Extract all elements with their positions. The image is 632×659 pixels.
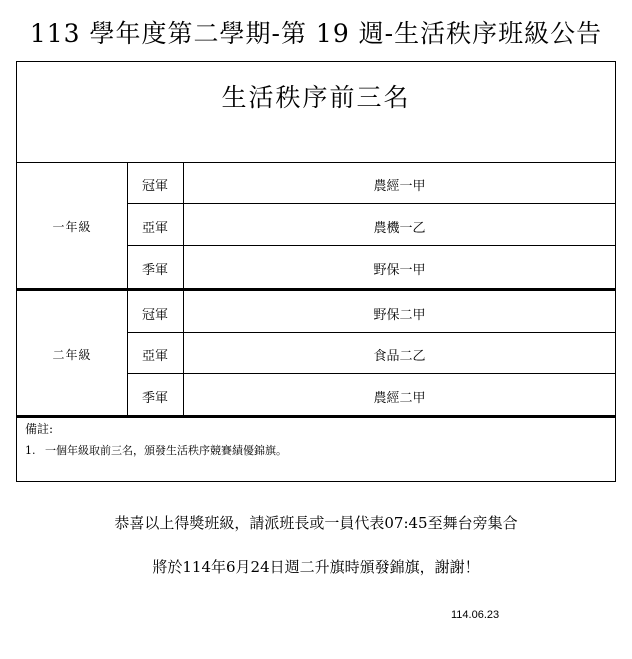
announcement-title: 113 學年度第二學期-第 19 週-生活秩序班級公告	[29, 19, 603, 48]
class-name: 野保二甲	[373, 308, 426, 323]
notes-item-number: 1.	[25, 444, 36, 457]
notes-label: 備註:	[25, 422, 54, 436]
ranking-table	[16, 61, 616, 482]
rank-label: 冠軍	[141, 308, 168, 323]
row-divider	[127, 203, 615, 204]
notes-divider	[17, 415, 615, 418]
heading-divider	[17, 162, 615, 163]
footer-line-1: 恭喜以上得獎班級，請派班長或一員代表07:45至舞台旁集合	[114, 514, 518, 532]
notes-item	[25, 442, 287, 458]
rank-label: 季軍	[141, 391, 168, 406]
row-divider	[127, 373, 615, 374]
class-name: 食品二乙	[373, 349, 426, 364]
class-name: 農經一甲	[373, 179, 426, 194]
notes-item-text: 一個年級取前三名，頒發生活秩序競賽績優錦旗。	[45, 444, 287, 457]
announcement-date: 114.06.23	[451, 609, 500, 621]
rank-label: 亞軍	[141, 221, 168, 236]
group-divider	[17, 288, 615, 291]
row-divider	[127, 245, 615, 246]
rank-column-divider	[183, 162, 184, 416]
rank-label: 冠軍	[141, 179, 168, 194]
grade-column-divider	[127, 162, 128, 416]
footer-line-2: 將於114年6月24日週二升旗時頒發錦旗，謝謝！	[152, 558, 480, 576]
grade-label: 二年級	[52, 348, 92, 362]
rank-label: 亞軍	[141, 349, 168, 364]
rank-label: 季軍	[141, 263, 168, 278]
row-divider	[127, 332, 615, 333]
grade-label: 一年級	[52, 220, 92, 234]
table-heading: 生活秩序前三名	[221, 83, 411, 112]
class-name: 農經二甲	[373, 391, 426, 406]
class-name: 野保一甲	[373, 263, 426, 278]
class-name: 農機一乙	[373, 221, 426, 236]
